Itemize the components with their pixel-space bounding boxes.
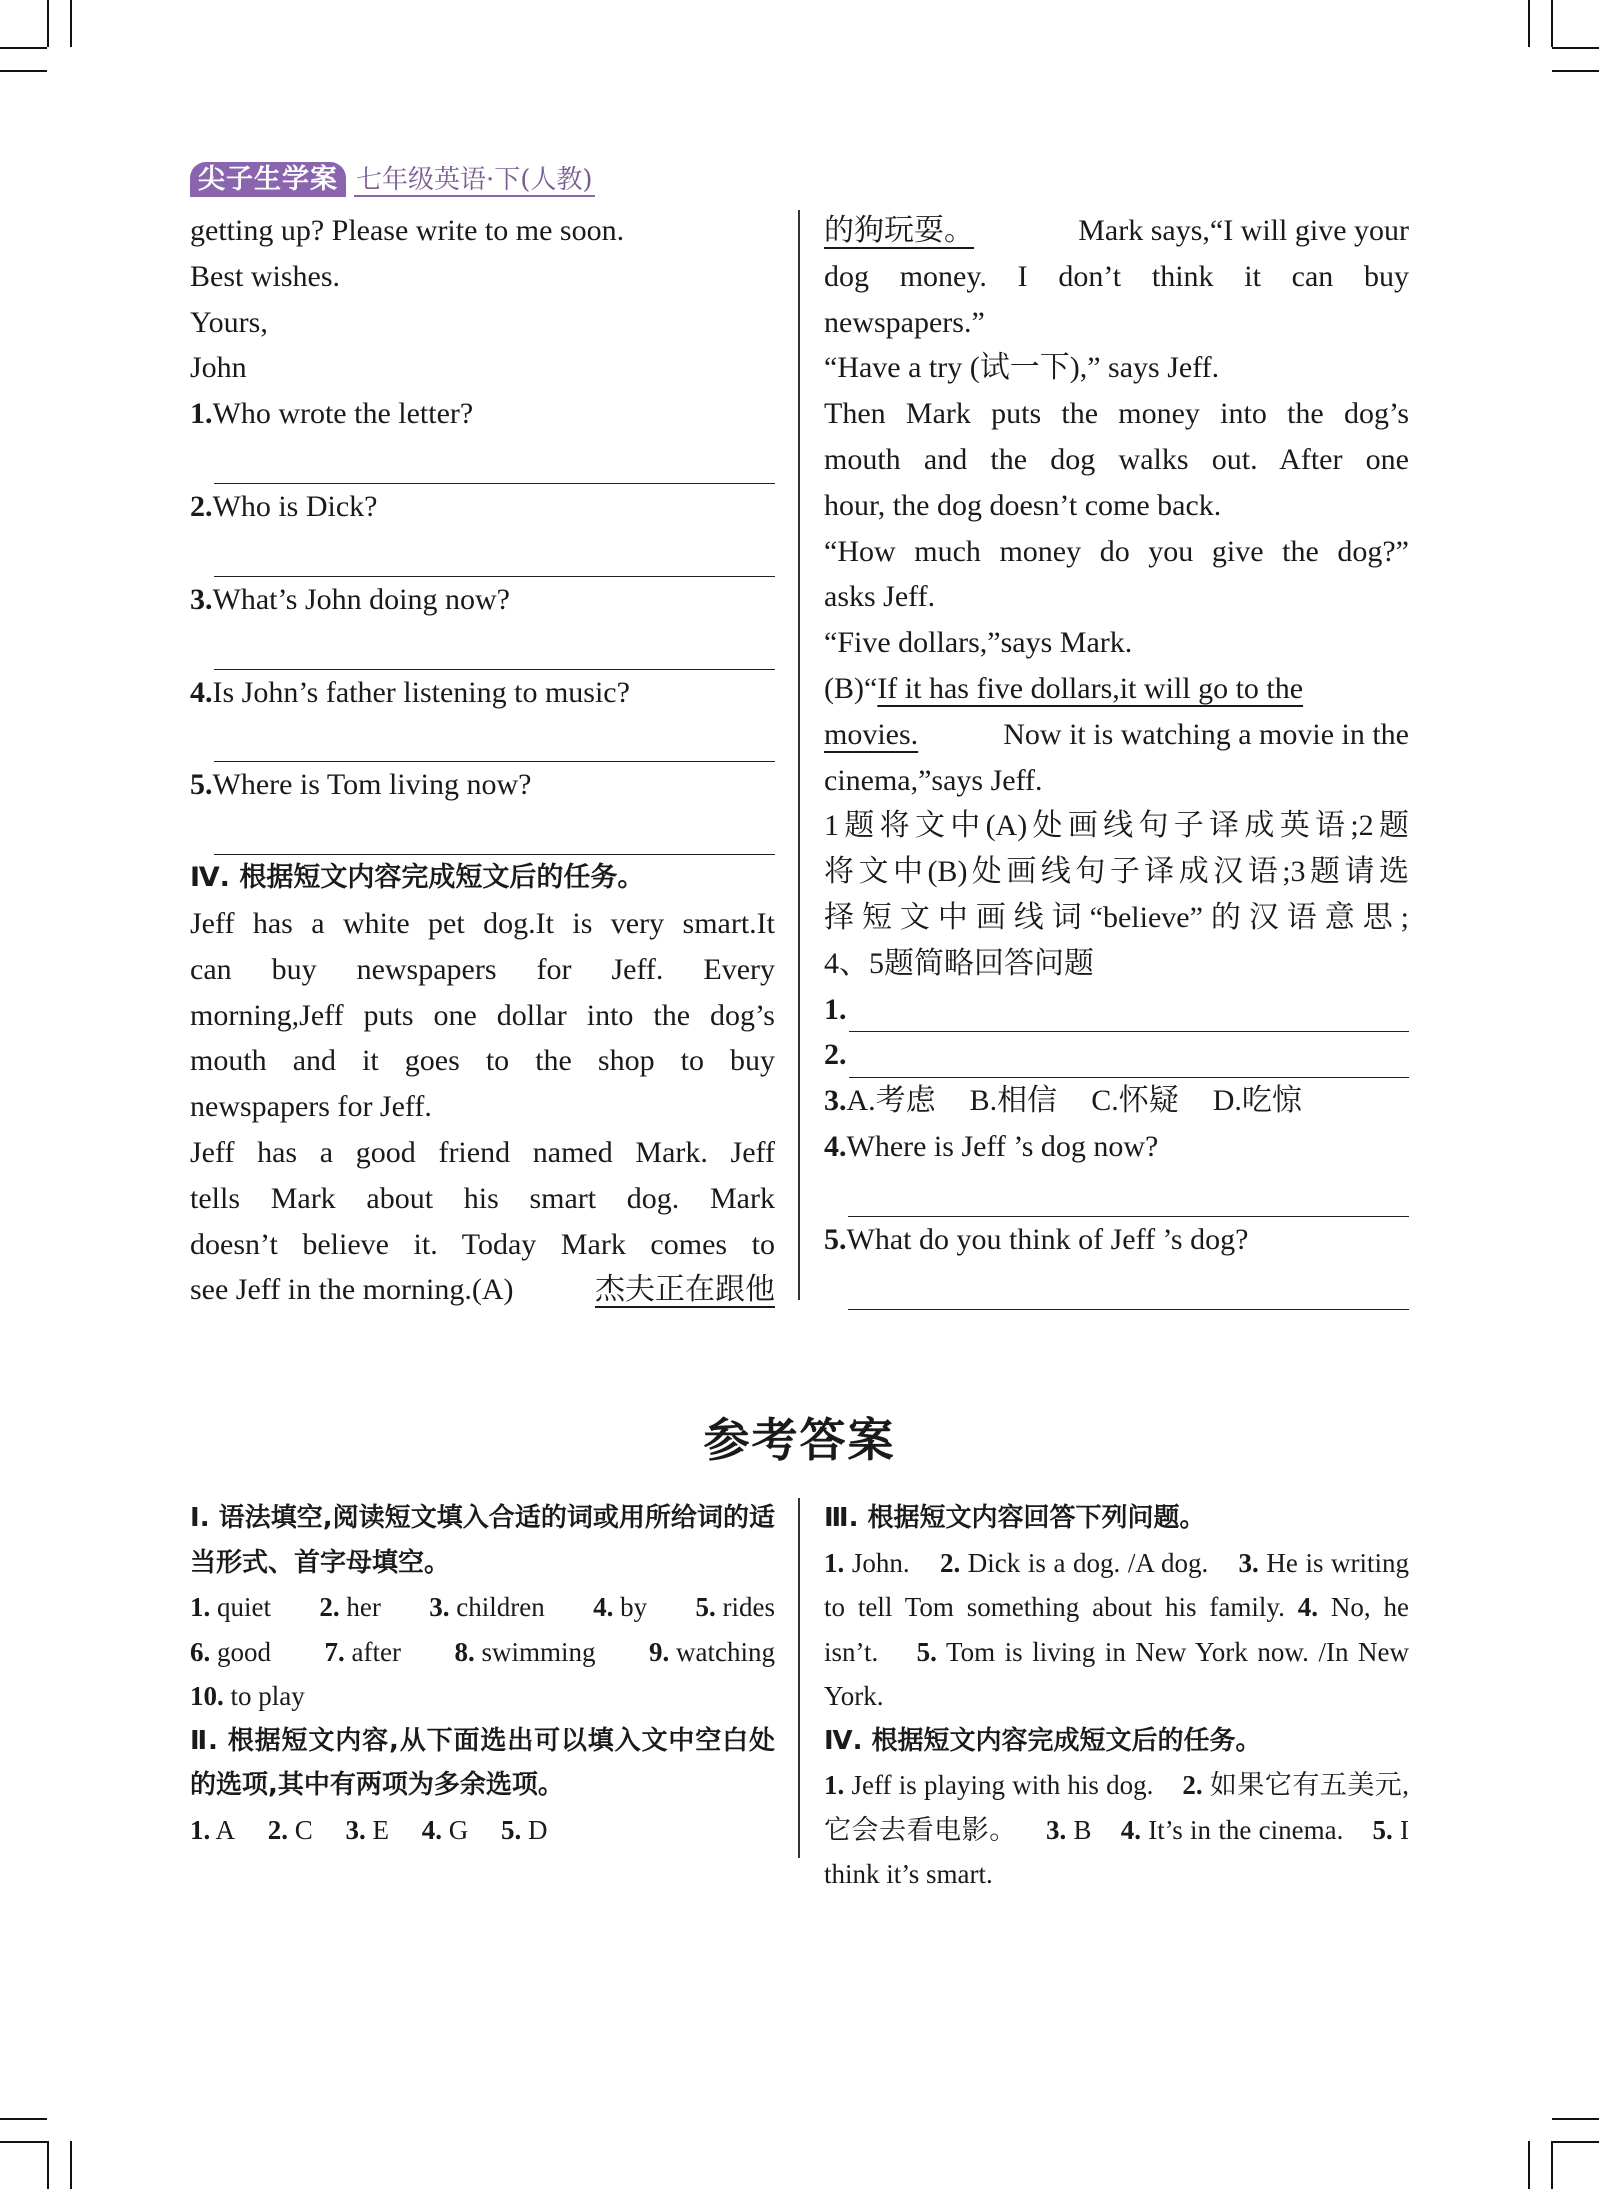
task-4 [824,1124,1409,1217]
answer-item [429,1585,544,1630]
answer-text: by [620,1592,648,1622]
passage-line [824,666,1409,712]
column-divider [798,210,800,1300]
task-number: 1. [824,992,847,1026]
section-4-title: Ⅳ. 根据短文内容完成短文后的任务。 [190,862,645,894]
underlined-sentence-a: 杰夫正在跟他 [595,1273,775,1307]
answer-text: It’s in the cinema. [1148,1814,1344,1845]
passage-line: morning,Jeff puts one dollar into the dog’s [190,998,775,1032]
answer-number: 2. [267,1814,289,1845]
answer-text: C [294,1814,313,1845]
answer-number: 5. [1372,1814,1393,1845]
answer-number: 10. [190,1681,224,1711]
task-number: 4. [824,1129,847,1163]
answer-number: 3. [429,1592,450,1622]
underlined-sentence-b: If it has five dollars,it will go to the [877,671,1304,705]
question-text: Who is Dick? [212,489,378,523]
answer-text: swimming [481,1636,596,1667]
question-number: 1. [190,397,213,431]
task-number: 5. [824,1222,847,1256]
question-item [190,762,775,855]
answer-text: Dick is a dog. /A dog. [967,1547,1209,1578]
passage-text: (B)“ [824,671,878,705]
option-a[interactable]: A.考虑 [846,1084,936,1118]
answer-text: quiet [217,1592,271,1622]
answer-blank[interactable] [214,715,775,762]
answer-column-divider [798,1498,800,1858]
answer-number: 3. [1045,1814,1067,1845]
task-number: 3. [824,1084,847,1118]
letter-line: Best wishes. [190,259,340,293]
answer-number: 5. [501,1814,522,1845]
question-item [190,484,775,577]
question-text: What’s John doing now? [212,582,510,616]
instruction-line: 将文中(B)处画线句子译成汉语;3题请选 [824,855,1409,889]
passage-line: newspapers.” [824,305,985,339]
passage-text: see Jeff in the morning.(A) [190,1273,514,1307]
passage-text: Now it is watching a movie in the [1003,717,1409,751]
passage-line: mouth and it goes to the shop to buy [190,1044,775,1078]
answer-row [190,1808,775,1853]
passage-line: Jeff has a good friend named Mark. Jeff [190,1135,775,1169]
answer-number: 2. [939,1547,961,1578]
answer-item [268,1815,313,1845]
page-header [190,161,595,197]
underlined-sentence-b-end: movies. [824,717,919,751]
answer-number: 1. [824,1770,845,1800]
passage-line: doesn’t believe it. Today Mark comes to [190,1227,775,1261]
answer-number: 2. [319,1592,340,1622]
answer-right-column [824,1496,1409,1897]
answer-text: to play [230,1681,305,1711]
question-text: Who wrote the letter? [212,397,474,431]
answer-blank[interactable] [849,995,1410,1032]
right-column [824,208,1409,1310]
answer-item [454,1630,595,1675]
answer-left-column [190,1496,775,1852]
answer-row [190,1630,775,1675]
answer-text: No, he isn’t. [824,1592,1410,1667]
answer-number: 4. [1120,1814,1141,1845]
answer-item [190,1585,271,1630]
passage-text: Mark says,“I will give your [1078,214,1409,247]
answer-section-4-title: Ⅳ. 根据短文内容完成短文后的任务。 [824,1725,1262,1756]
answer-item [593,1585,647,1630]
answer-item [319,1585,380,1630]
answer-text: after [351,1636,401,1667]
instruction-line: 1题将文中(A)处画线句子译成英语;2题 [824,809,1409,843]
answer-item [346,1815,390,1845]
answer-number: 3. [1238,1547,1259,1578]
answer-text: Tom is living in New York now. /In New York. [824,1636,1410,1711]
answer-text: I think it’s smart. [824,1814,1410,1889]
answer-section-1-title: Ⅰ. 语法填空,阅读短文填入合适的词或用所给词的适当形式、首字母填空。 [190,1503,775,1578]
answer-number: 1. [190,1592,211,1622]
answer-paragraph [824,1541,1409,1719]
passage-line: dog money. I don’t think it can buy [824,259,1409,293]
question-item [190,670,775,763]
option-c[interactable]: C.怀疑 [1091,1084,1179,1118]
task-1 [824,987,1409,1033]
answer-item [190,1681,305,1711]
answer-text: D [528,1814,548,1845]
answer-item [190,1815,235,1845]
passage-line: hour, the dog doesn’t come back. [824,488,1222,522]
answer-text: watching [676,1636,775,1667]
answer-item [325,1630,401,1675]
answer-key-title: 参考答案 [703,1413,896,1467]
answer-paragraph [824,1763,1409,1897]
answer-row [190,1674,775,1719]
passage-line: “How much money do you give the dog?” [824,534,1409,568]
question-number: 5. [190,768,213,802]
question-text: Is John’s father listening to music? [212,675,630,709]
answer-text: E [372,1814,390,1845]
task-2 [824,1032,1409,1078]
answer-blank[interactable] [214,437,775,484]
passage-line [824,208,1409,254]
left-column [190,208,775,1313]
answer-text: her [346,1592,381,1622]
answer-blank[interactable] [214,530,775,577]
answer-blank[interactable] [214,808,775,855]
question-text: Where is Tom living now? [212,768,532,802]
option-d[interactable]: D.吃惊 [1212,1084,1302,1118]
answer-number: 2. [1182,1770,1203,1800]
answer-number: 4. [421,1814,443,1845]
answer-row [190,1585,775,1630]
passage-line [824,712,1409,758]
question-number: 2. [190,489,213,523]
underlined-sentence-a-end: 的狗玩耍。 [824,214,974,247]
question-text: Where is Jeff ’s dog now? [846,1129,1159,1163]
task-5 [824,1217,1409,1310]
book-subtitle: 七年级英语·下(人教) [356,165,593,195]
answer-text: 如果它有五美元,它会去看电影。 [824,1770,1410,1845]
question-text: What do you think of Jeff ’s dog? [846,1222,1249,1256]
question-number: 4. [190,675,213,709]
answer-number: 4. [593,1592,614,1622]
letter-line: Yours, [190,305,268,339]
answer-text: rides [722,1592,775,1622]
passage-line: newspapers for Jeff. [190,1090,432,1124]
answer-number: 9. [649,1636,670,1667]
answer-blank[interactable] [848,1263,1409,1310]
passage-line: Jeff has a white pet dog.It is very smart.It [190,906,775,940]
answer-number: 5. [695,1592,716,1622]
answer-number: 8. [454,1636,475,1667]
answer-number: 6. [190,1636,211,1667]
passage-line: “Have a try (试一下),” says Jeff. [824,351,1220,385]
passage-line: tells Mark about his smart dog. Mark [190,1181,775,1215]
answer-number: 1. [190,1814,211,1845]
answer-item [190,1630,271,1675]
answer-text: He is writing to tell Tom something about his family. [824,1547,1410,1622]
answer-text: good [217,1636,271,1667]
question-item [190,577,775,670]
brand-logo: 尖子生学案 [190,162,346,197]
answer-text: John. [851,1547,910,1578]
answer-blank[interactable] [848,1170,1409,1217]
task-number: 2. [824,1038,847,1072]
answer-number: 7. [324,1636,345,1667]
answer-number: 5. [916,1636,937,1667]
question-number: 3. [190,582,213,616]
answer-text: Jeff is playing with his dog. [851,1770,1154,1800]
answer-section-2-title: Ⅱ. 根据短文内容,从下面选出可以填入文中空白处的选项,其中有两项为多余选项。 [190,1725,775,1800]
passage-line: mouth and the dog walks out. After one [824,442,1409,476]
answer-text: B [1073,1814,1092,1845]
passage-line: “Five dollars,”says Mark. [824,626,1133,660]
answer-text: children [456,1592,545,1622]
answer-blank[interactable] [849,1041,1410,1078]
answer-number: 1. [824,1547,845,1578]
answer-item [501,1815,548,1845]
task-3 [824,1078,1409,1124]
passage-line [190,1267,775,1313]
answer-text: G [448,1814,469,1845]
answer-text: A [215,1814,236,1845]
passage-line: Then Mark puts the money into the dog’s [824,397,1409,431]
passage-line: asks Jeff. [824,580,936,614]
letter-line: getting up? Please write to me soon. [190,214,625,247]
option-b[interactable]: B.相信 [969,1084,1058,1118]
answer-number: 3. [345,1814,366,1845]
answer-blank[interactable] [214,623,775,670]
letter-line: John [190,351,247,385]
passage-line: can buy newspapers for Jeff. Every [190,952,775,986]
answer-item [422,1815,469,1845]
instruction-line: 4、5题简略回答问题 [824,946,1094,980]
answer-number: 4. [1297,1592,1319,1622]
answer-section-3-title: Ⅲ. 根据短文内容回答下列问题。 [824,1503,1206,1533]
answer-item [696,1585,775,1630]
question-item [190,391,775,484]
passage-line: cinema,”says Jeff. [824,763,1043,797]
instruction-line: 择短文中画线词“believe”的汉语意思; [824,900,1409,934]
answer-item [649,1630,775,1675]
